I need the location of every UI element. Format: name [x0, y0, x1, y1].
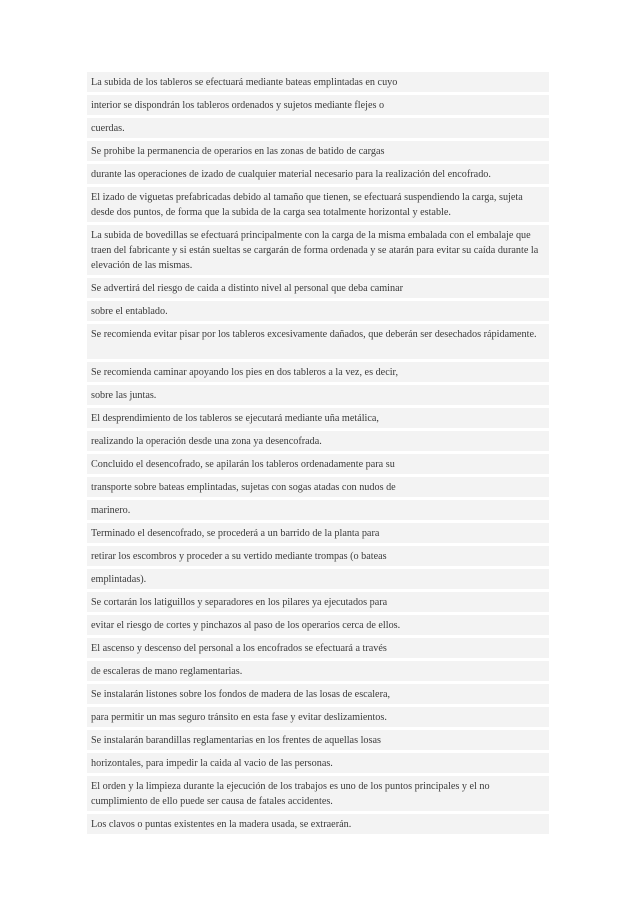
text-line: emplintadas).: [87, 569, 549, 592]
text-line: realizando la operación desde una zona ya desencofrada.: [87, 431, 549, 454]
text-line: Terminado el desencofrado, se procederá a un barrido de la planta para: [87, 523, 549, 546]
document-page: [87, 72, 549, 837]
text-line: sobre las juntas.: [87, 385, 549, 408]
text-line: La subida de bovedillas se efectuará principalmente con la carga de la misma embalada con el embalaje que traen del fabricante y si están sueltas se cargarán de forma ordenada y se atarán para evitar su caída durante la elevación de las mismas.: [87, 225, 549, 278]
text-line: cuerdas.: [87, 118, 549, 141]
text-line: Se advertirá del riesgo de caida a distinto nivel al personal que deba caminar: [87, 278, 549, 301]
text-line: marinero.: [87, 500, 549, 523]
text-line: El desprendimiento de los tableros se ejecutará mediante uña metálica,: [87, 408, 549, 431]
text-line: Los clavos o puntas existentes en la madera usada, se extraerán.: [87, 814, 549, 837]
text-line: Concluido el desencofrado, se apilarán los tableros ordenadamente para su: [87, 454, 549, 477]
text-line: La subida de los tableros se efectuará mediante bateas emplintadas en cuyo: [87, 72, 549, 95]
text-line: El orden y la limpieza durante la ejecución de los trabajos es uno de los puntos principales y el no cumplimiento de ello puede ser causa de fatales accidentes.: [87, 776, 549, 814]
text-line: transporte sobre bateas emplintadas, sujetas con sogas atadas con nudos de: [87, 477, 549, 500]
text-line: El izado de viguetas prefabricadas debido al tamaño que tienen, se efectuará suspendiendo la carga, sujeta desde dos puntos, de forma que la subida de la carga sea totalmente horizontal y estable.: [87, 187, 549, 225]
text-line: interior se dispondrán los tableros ordenados y sujetos mediante flejes o: [87, 95, 549, 118]
text-line: evitar el riesgo de cortes y pinchazos al paso de los operarios cerca de ellos.: [87, 615, 549, 638]
text-line: durante las operaciones de izado de cualquier material necesario para la realización del encofrado.: [87, 164, 549, 187]
text-line: Se recomienda caminar apoyando los pies en dos tableros a la vez, es decir,: [87, 362, 549, 385]
text-line: de escaleras de mano reglamentarias.: [87, 661, 549, 684]
text-line: Se cortarán los latiguillos y separadores en los pilares ya ejecutados para: [87, 592, 549, 615]
text-line: retirar los escombros y proceder a su vertido mediante trompas (o bateas: [87, 546, 549, 569]
text-line: para permitir un mas seguro tránsito en esta fase y evitar deslizamientos.: [87, 707, 549, 730]
text-line: Se recomienda evitar pisar por los tableros excesivamente dañados, que deberán ser desechados rápidamente.: [87, 324, 549, 362]
text-line: Se prohibe la permanencia de operarios en las zonas de batido de cargas: [87, 141, 549, 164]
text-line: horizontales, para impedir la caida al vacio de las personas.: [87, 753, 549, 776]
text-line: sobre el entablado.: [87, 301, 549, 324]
text-line: Se instalarán barandillas reglamentarias en los frentes de aquellas losas: [87, 730, 549, 753]
text-line: Se instalarán listones sobre los fondos de madera de las losas de escalera,: [87, 684, 549, 707]
text-line: El ascenso y descenso del personal a los encofrados se efectuará a través: [87, 638, 549, 661]
